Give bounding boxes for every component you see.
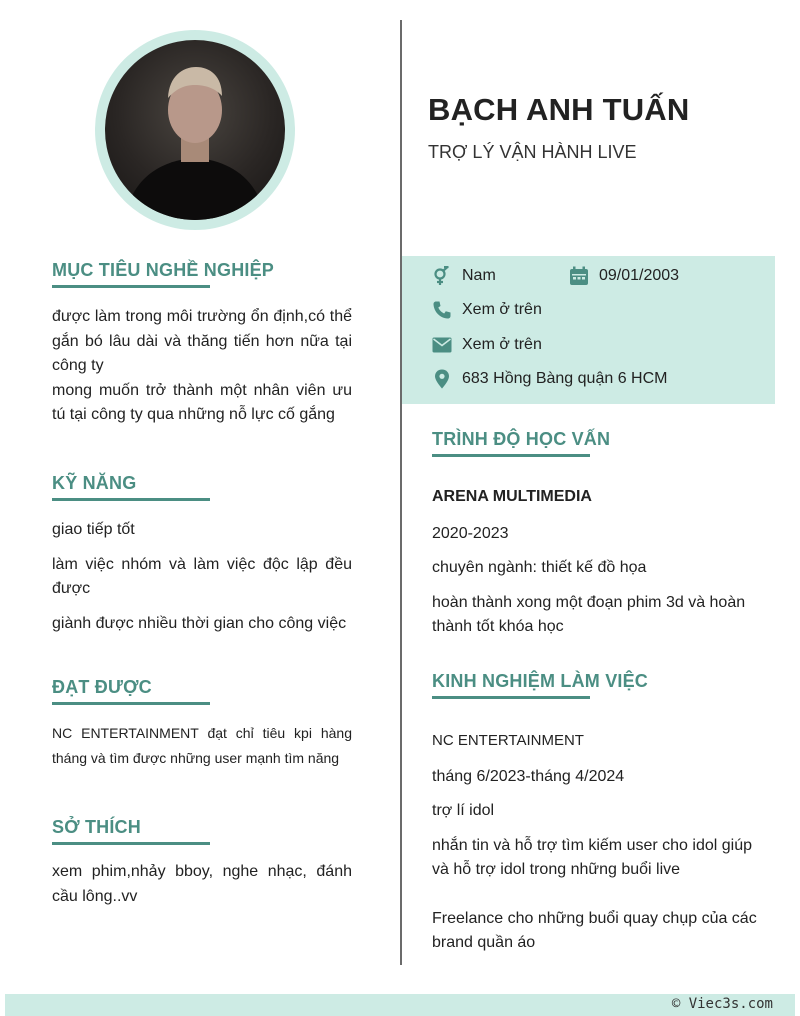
address-row — [432, 369, 667, 389]
skills-section — [52, 471, 352, 636]
candidate-name: BẠCH ANH TUẤN — [428, 92, 690, 127]
phone-row — [432, 300, 542, 320]
heading-rule — [432, 696, 590, 699]
skill-item: giao tiếp tốt — [52, 521, 135, 538]
gender-value: Nam — [462, 267, 496, 284]
achievements-section — [52, 675, 352, 770]
experience-description: nhắn tin và hỗ trợ tìm kiếm user cho idol giúp và hỗ trợ idol trong những buổi live — [432, 836, 752, 878]
phone-icon — [432, 300, 452, 320]
heading-rule — [52, 702, 210, 705]
school-name: ARENA MULTIMEDIA — [432, 488, 592, 505]
hobbies-heading: SỞ THÍCH — [52, 817, 141, 837]
objective-text: được làm trong môi trường ổn định,có thể gắn bó lâu dài và thăng tiến hơn nữa tại công ty — [52, 308, 352, 374]
address-value: 683 Hồng Bàng quận 6 HCM — [462, 370, 668, 387]
experience-position: trợ lí idol — [432, 802, 495, 819]
avatar — [105, 40, 285, 220]
dob-row — [569, 266, 679, 286]
education-major: chuyên ngành: thiết kế đồ họa — [432, 559, 647, 576]
education-period: 2020-2023 — [432, 524, 509, 542]
experience-period: tháng 6/2023-tháng 4/2024 — [432, 767, 625, 785]
candidate-role: TRỢ LÝ VẬN HÀNH LIVE — [428, 142, 637, 162]
objective-heading: MỤC TIÊU NGHỀ NGHIỆP — [52, 260, 275, 280]
hobbies-section — [52, 815, 352, 909]
email-icon — [432, 335, 452, 355]
objective-section — [52, 258, 352, 428]
hobbies-text: xem phim,nhảy bboy, nghe nhạc, đánh cầu lông..vv — [52, 863, 352, 905]
skill-item: làm việc nhóm và làm việc độc lập đều được — [52, 555, 352, 597]
experience-extra: Freelance cho những buổi quay chụp của các brand quần áo — [432, 909, 757, 951]
dob-value: 09/01/2003 — [599, 267, 680, 284]
footer-bar — [5, 994, 795, 1016]
email-row — [432, 335, 542, 355]
achievements-heading: ĐẠT ĐƯỢC — [52, 677, 152, 697]
heading-rule — [52, 842, 210, 845]
education-note: hoàn thành xong một đoạn phim 3d và hoàn thành tốt khóa học — [432, 593, 746, 635]
education-heading: TRÌNH ĐỘ HỌC VẤN — [432, 429, 611, 449]
experience-section — [432, 669, 762, 956]
gender-row — [432, 266, 496, 286]
calendar-icon — [569, 266, 589, 286]
footer-credit: © Viec3s.com — [671, 996, 773, 1012]
objective-text: mong muốn trở thành một nhân viên ưu tú tại công ty qua những nỗ lực cố gắng — [52, 381, 352, 423]
avatar-frame — [95, 30, 295, 230]
education-section — [432, 427, 762, 640]
company-name: NC ENTERTAINMENT — [432, 732, 584, 749]
gender-icon — [432, 266, 452, 286]
phone-value: Xem ở trên — [462, 301, 542, 318]
heading-rule — [432, 454, 590, 457]
skill-item: giành được nhiều thời gian cho công việc — [52, 614, 347, 632]
location-pin-icon — [432, 369, 452, 389]
heading-rule — [52, 498, 210, 501]
skills-heading: KỸ NĂNG — [52, 473, 137, 493]
contact-panel — [402, 256, 775, 404]
heading-rule — [52, 285, 210, 288]
column-divider — [400, 20, 402, 965]
email-value: Xem ở trên — [462, 336, 542, 353]
achievements-text: NC ENTERTAINMENT đạt chỉ tiêu kpi hàng tháng và tìm được những user mạnh tìm năng — [52, 725, 352, 766]
experience-heading: KINH NGHIỆM LÀM VIỆC — [432, 671, 649, 691]
